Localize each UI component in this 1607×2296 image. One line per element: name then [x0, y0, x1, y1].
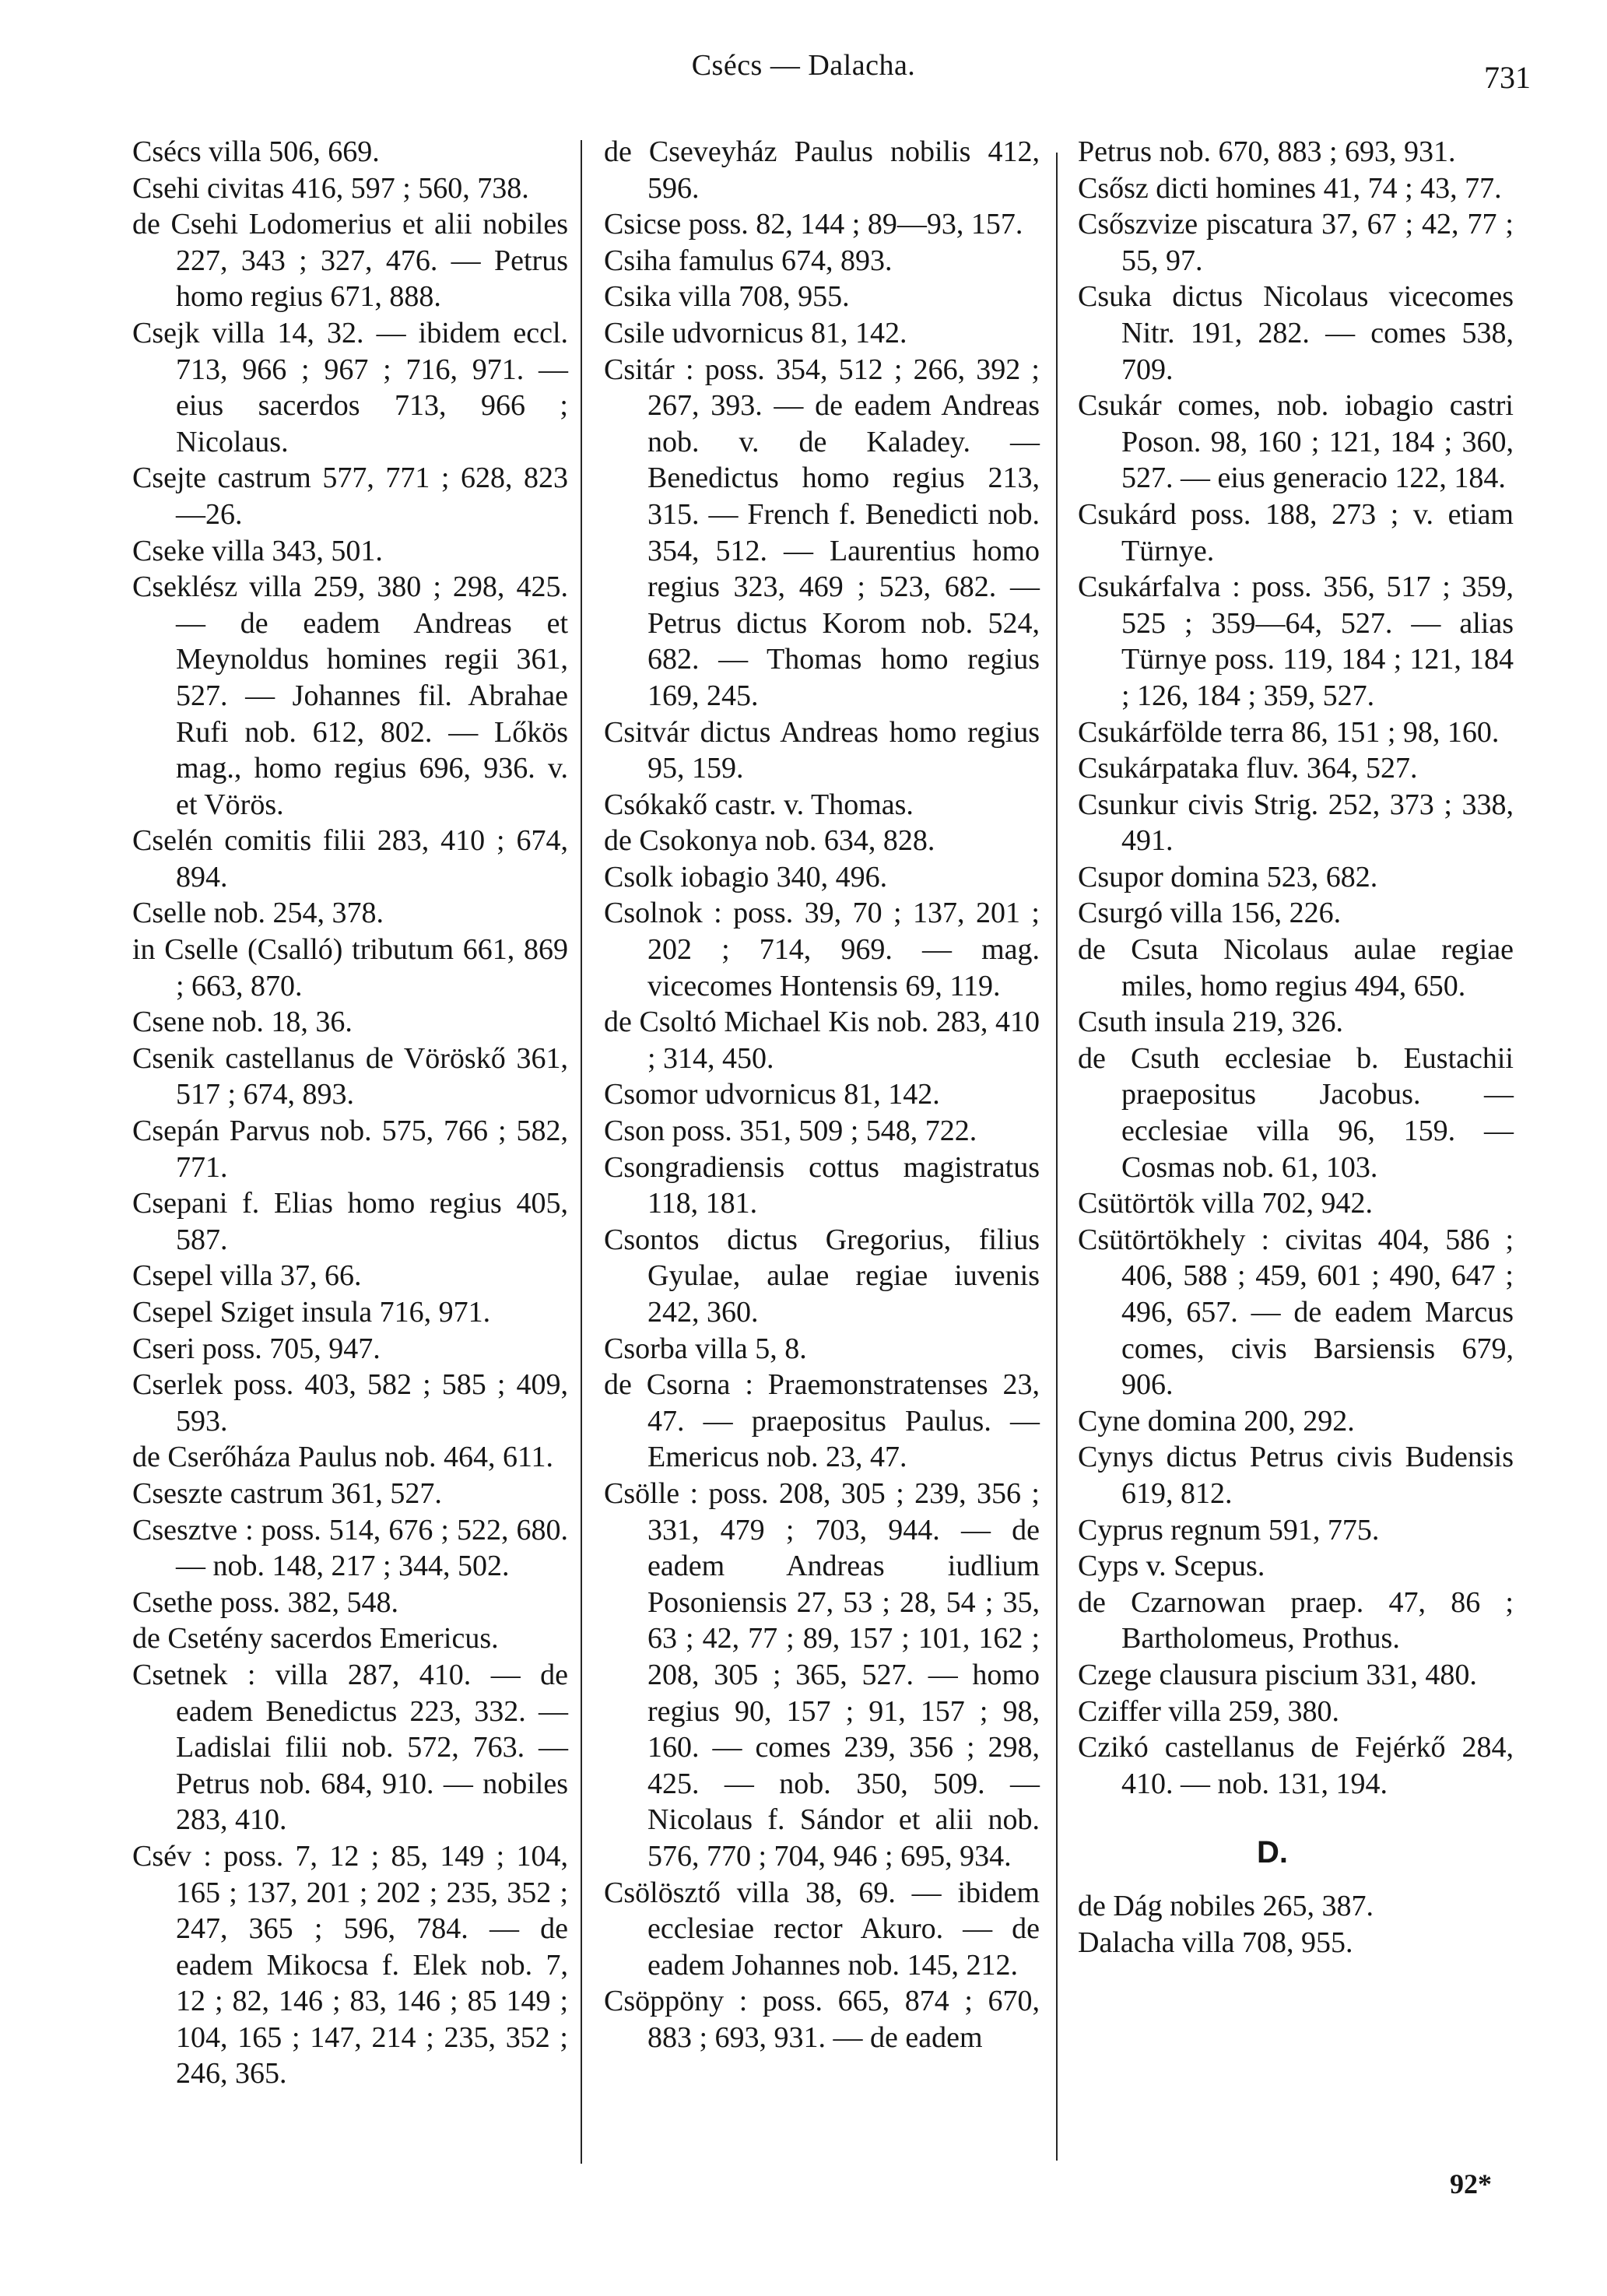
index-entry: Csepel Sziget insula 716, 971.: [132, 1296, 491, 1329]
index-entry: Csécs villa 506, 669.: [132, 135, 380, 168]
index-entry: Cynys dictus Petrus civis Budensis 619, 812.: [1078, 1441, 1514, 1510]
index-entry: Csősz dicti homines 41, 74 ; 43, 77.: [1078, 171, 1502, 205]
index-entry: Csontos dictus Gregorius, filius Gyulae, aulae regiae iuvenis 242, 360.: [604, 1223, 1040, 1329]
index-entry: Csitvár dictus Andreas homo regius 95, 159.: [604, 715, 1040, 785]
index-entry: Csurgó villa 156, 226.: [1078, 897, 1342, 930]
index-entry: Csuth insula 219, 326.: [1078, 1006, 1343, 1039]
index-entry: de Csorna : Praemonstratenses 23, 47. — praepositus Paulus. — Emericus nob. 23, 47.: [604, 1368, 1040, 1474]
index-entry: Csepán Parvus nob. 575, 766 ; 582, 771.: [132, 1115, 568, 1184]
index-entry: Czege clausura piscium 331, 480.: [1078, 1658, 1477, 1691]
index-entry: Csepel villa 37, 66.: [132, 1259, 362, 1293]
index-entry: Csongradiensis cottus magistratus 118, 181.: [604, 1150, 1040, 1220]
index-entry: Dalacha villa 708, 955.: [1078, 1926, 1353, 1959]
index-entry: Csőszvize piscatura 37, 67 ; 42, 77 ; 55, 97.: [1078, 208, 1514, 277]
index-entry: Csütörtökhely : civitas 404, 586 ; 406, 588 ; 459, 601 ; 490, 647 ; 496, 657. — de eadem Marcus comes, civis Barsiensis 679, 906.: [1078, 1223, 1514, 1402]
index-entry: de Csehi Lodomerius et alii nobiles 227, 343 ; 327, 476. — Petrus homo regius 671, 888.: [132, 208, 568, 314]
page-number: 731: [1484, 60, 1531, 95]
index-entry: de Cseveyház Paulus nobilis 412, 596.: [604, 135, 1040, 205]
index-entry: in Cselle (Csalló) tributum 661, 869 ; 663, 870.: [132, 933, 568, 1002]
index-entry: Csile udvornicus 81, 142.: [604, 316, 907, 349]
index-entry: Csölle : poss. 208, 305 ; 239, 356 ; 331, 479 ; 703, 944. — de eadem Andreas iudlium Posoniensis 27, 53 ; 28, 54 ; 35, 63 ; 42, 77 ; 89, 157 ; 101, 162 ; 208, 305 ; 365, 527. — homo regius 90, 157 ; 91, 157 ; 98, 160. — comes 239, 356 ; 298, 425. — nob. 350, 509. — Nicolaus f. Sándor et alii nob. 576, 770 ; 704, 946 ; 695, 934.: [604, 1476, 1040, 1873]
index-entry: Csomor udvornicus 81, 142.: [604, 1078, 940, 1111]
index-entry: Csejte castrum 577, 771 ; 628, 823—26.: [132, 462, 568, 531]
index-entry: de Csetény sacerdos Emericus.: [132, 1622, 499, 1655]
index-entry: Cseszte castrum 361, 527.: [132, 1476, 442, 1510]
index-entry: Csölösztő villa 38, 69. — ibidem ecclesiae rector Akuro. — de eadem Johannes nob. 145, 212.: [604, 1876, 1040, 1982]
index-entry: Csitár : poss. 354, 512 ; 266, 392 ; 267, 393. — de eadem Andreas nob. v. de Kaladey. — Benedictus homo regius 213, 315. — French f. Benedicti nob. 354, 512. — Laurentius homo regius 323, 469 ; 523, 682. — Petrus dictus Korom nob. 524, 682. — Thomas homo regius 169, 245.: [604, 353, 1040, 712]
index-entry: Cyne domina 200, 292.: [1078, 1404, 1355, 1438]
index-entry: Cseklész villa 259, 380 ; 298, 425. — de eadem Andreas et Meynoldus homines regii 361, 527. — Johannes fil. Abrahae Rufi nob. 612, 802. — Lőkös mag., homo regius 696, 936. v. et Vörös.: [132, 570, 568, 821]
index-entry: Csiha famulus 674, 893.: [604, 244, 893, 277]
index-entry: Csesztve : poss. 514, 676 ; 522, 680. — nob. 148, 217 ; 344, 502.: [132, 1513, 568, 1583]
index-column-3: [1078, 134, 1514, 1961]
index-entry: Csév : poss. 7, 12 ; 85, 149 ; 104, 165 ; 137, 201 ; 202 ; 235, 352 ; 247, 365 ; 596, 784. — de eadem Mikocsa f. Elek nob. 7, 12 ; 82, 146 ; 83, 146 ; 85 149 ; 104, 165 ; 147, 214 ; 235, 352 ; 246, 365.: [132, 1839, 568, 2091]
index-column-1: [132, 134, 568, 2092]
index-entry: Csütörtök villa 702, 942.: [1078, 1187, 1373, 1220]
index-entry: Csókakő castr. v. Thomas.: [604, 788, 914, 821]
index-entry: de Csuta Nicolaus aulae regiae miles, homo regius 494, 650.: [1078, 933, 1514, 1002]
index-entry: Csolnok : poss. 39, 70 ; 137, 201 ; 202 ; 714, 969. — mag. vicecomes Hontensis 69, 119.: [604, 897, 1040, 1002]
index-entry: Csepani f. Elias homo regius 405, 587.: [132, 1187, 568, 1256]
index-entry: de Dág nobiles 265, 387.: [1078, 1889, 1374, 1922]
index-entry: de Cserőháza Paulus nob. 464, 611.: [132, 1441, 554, 1474]
index-entry: Csorba villa 5, 8.: [604, 1332, 807, 1365]
running-head-title: Csécs — Dalacha.: [691, 49, 916, 82]
index-entry: Csenik castellanus de Vöröskő 361, 517 ; 674, 893.: [132, 1041, 568, 1111]
index-entry: Csukárpataka fluv. 364, 527.: [1078, 752, 1418, 785]
index-entry: Csetnek : villa 287, 410. — de eadem Benedictus 223, 332. — Ladislai filii nob. 572, 763. — Petrus nob. 684, 910. — nobiles 283, 410.: [132, 1658, 568, 1837]
index-entry: Csupor domina 523, 682.: [1078, 860, 1378, 893]
index-entry: Csukár comes, nob. iobagio castri Poson. 98, 160 ; 121, 184 ; 360, 527. — eius generacio 122, 184.: [1078, 389, 1514, 495]
index-entry: de Csokonya nob. 634, 828.: [604, 824, 935, 858]
index-entry: Csukárfölde terra 86, 151 ; 98, 160.: [1078, 715, 1500, 749]
column-divider-1: [581, 140, 582, 2164]
index-entry: Czikó castellanus de Fejérkő 284, 410. — nob. 131, 194.: [1078, 1731, 1514, 1800]
index-entry: Csethe poss. 382, 548.: [132, 1585, 398, 1619]
index-entry: Cson poss. 351, 509 ; 548, 722.: [604, 1115, 977, 1148]
index-entry: Cselén comitis filii 283, 410 ; 674, 894.: [132, 824, 568, 893]
index-entry: Csehi civitas 416, 597 ; 560, 738.: [132, 171, 529, 205]
index-entry: Csika villa 708, 955.: [604, 280, 850, 314]
index-entry: Csolk iobagio 340, 496.: [604, 860, 888, 893]
index-entry: Cseke villa 343, 501.: [132, 534, 383, 567]
index-entry: de Czarnowan praep. 47, 86 ; Bartholomeus, Prothus.: [1078, 1585, 1514, 1655]
printer-signature-mark: 92*: [1450, 2168, 1492, 2199]
section-letter-heading: D.: [1257, 1835, 1288, 1870]
index-entry: Petrus nob. 670, 883 ; 693, 931.: [1078, 135, 1456, 168]
index-entry: Csuka dictus Nicolaus vicecomes Nitr. 191, 282. — comes 538, 709.: [1078, 280, 1514, 386]
index-entry: Csicse poss. 82, 144 ; 89—93, 157.: [604, 208, 1023, 241]
index-entry: de Csuth ecclesiae b. Eustachii praepositus Jacobus. — ecclesiae villa 96, 159. — Cosmas nob. 61, 103.: [1078, 1041, 1514, 1184]
index-entry: Cseri poss. 705, 947.: [132, 1332, 381, 1365]
index-entry: Cyps v. Scepus.: [1078, 1550, 1265, 1583]
index-entry: Cselle nob. 254, 378.: [132, 897, 384, 930]
index-entry: Cziffer villa 259, 380.: [1078, 1694, 1339, 1728]
index-entry: Csöppöny : poss. 665, 874 ; 670, 883 ; 693, 931. — de eadem: [604, 1985, 1040, 2054]
index-entry: Csene nob. 18, 36.: [132, 1006, 353, 1039]
index-entry: Cyprus regnum 591, 775.: [1078, 1513, 1380, 1546]
index-entry: Csunkur civis Strig. 252, 373 ; 338, 491.: [1078, 788, 1514, 858]
index-entry: Cserlek poss. 403, 582 ; 585 ; 409, 593.: [132, 1368, 568, 1438]
column-divider-2: [1056, 153, 1058, 2161]
index-entry: Csukárd poss. 188, 273 ; v. etiam Türnye.: [1078, 497, 1514, 567]
index-entry: Csukárfalva : poss. 356, 517 ; 359, 525 ; 359—64, 527. — alias Türnye poss. 119, 184 ; 121, 184 ; 126, 184 ; 359, 527.: [1078, 570, 1514, 712]
index-column-2: [604, 134, 1040, 2056]
index-entry: de Csoltó Michael Kis nob. 283, 410 ; 314, 450.: [604, 1006, 1040, 1075]
index-entry: Csejk villa 14, 32. — ibidem eccl. 713, 966 ; 967 ; 716, 971. — eius sacerdos 713, 966 ; Nicolaus.: [132, 316, 568, 458]
